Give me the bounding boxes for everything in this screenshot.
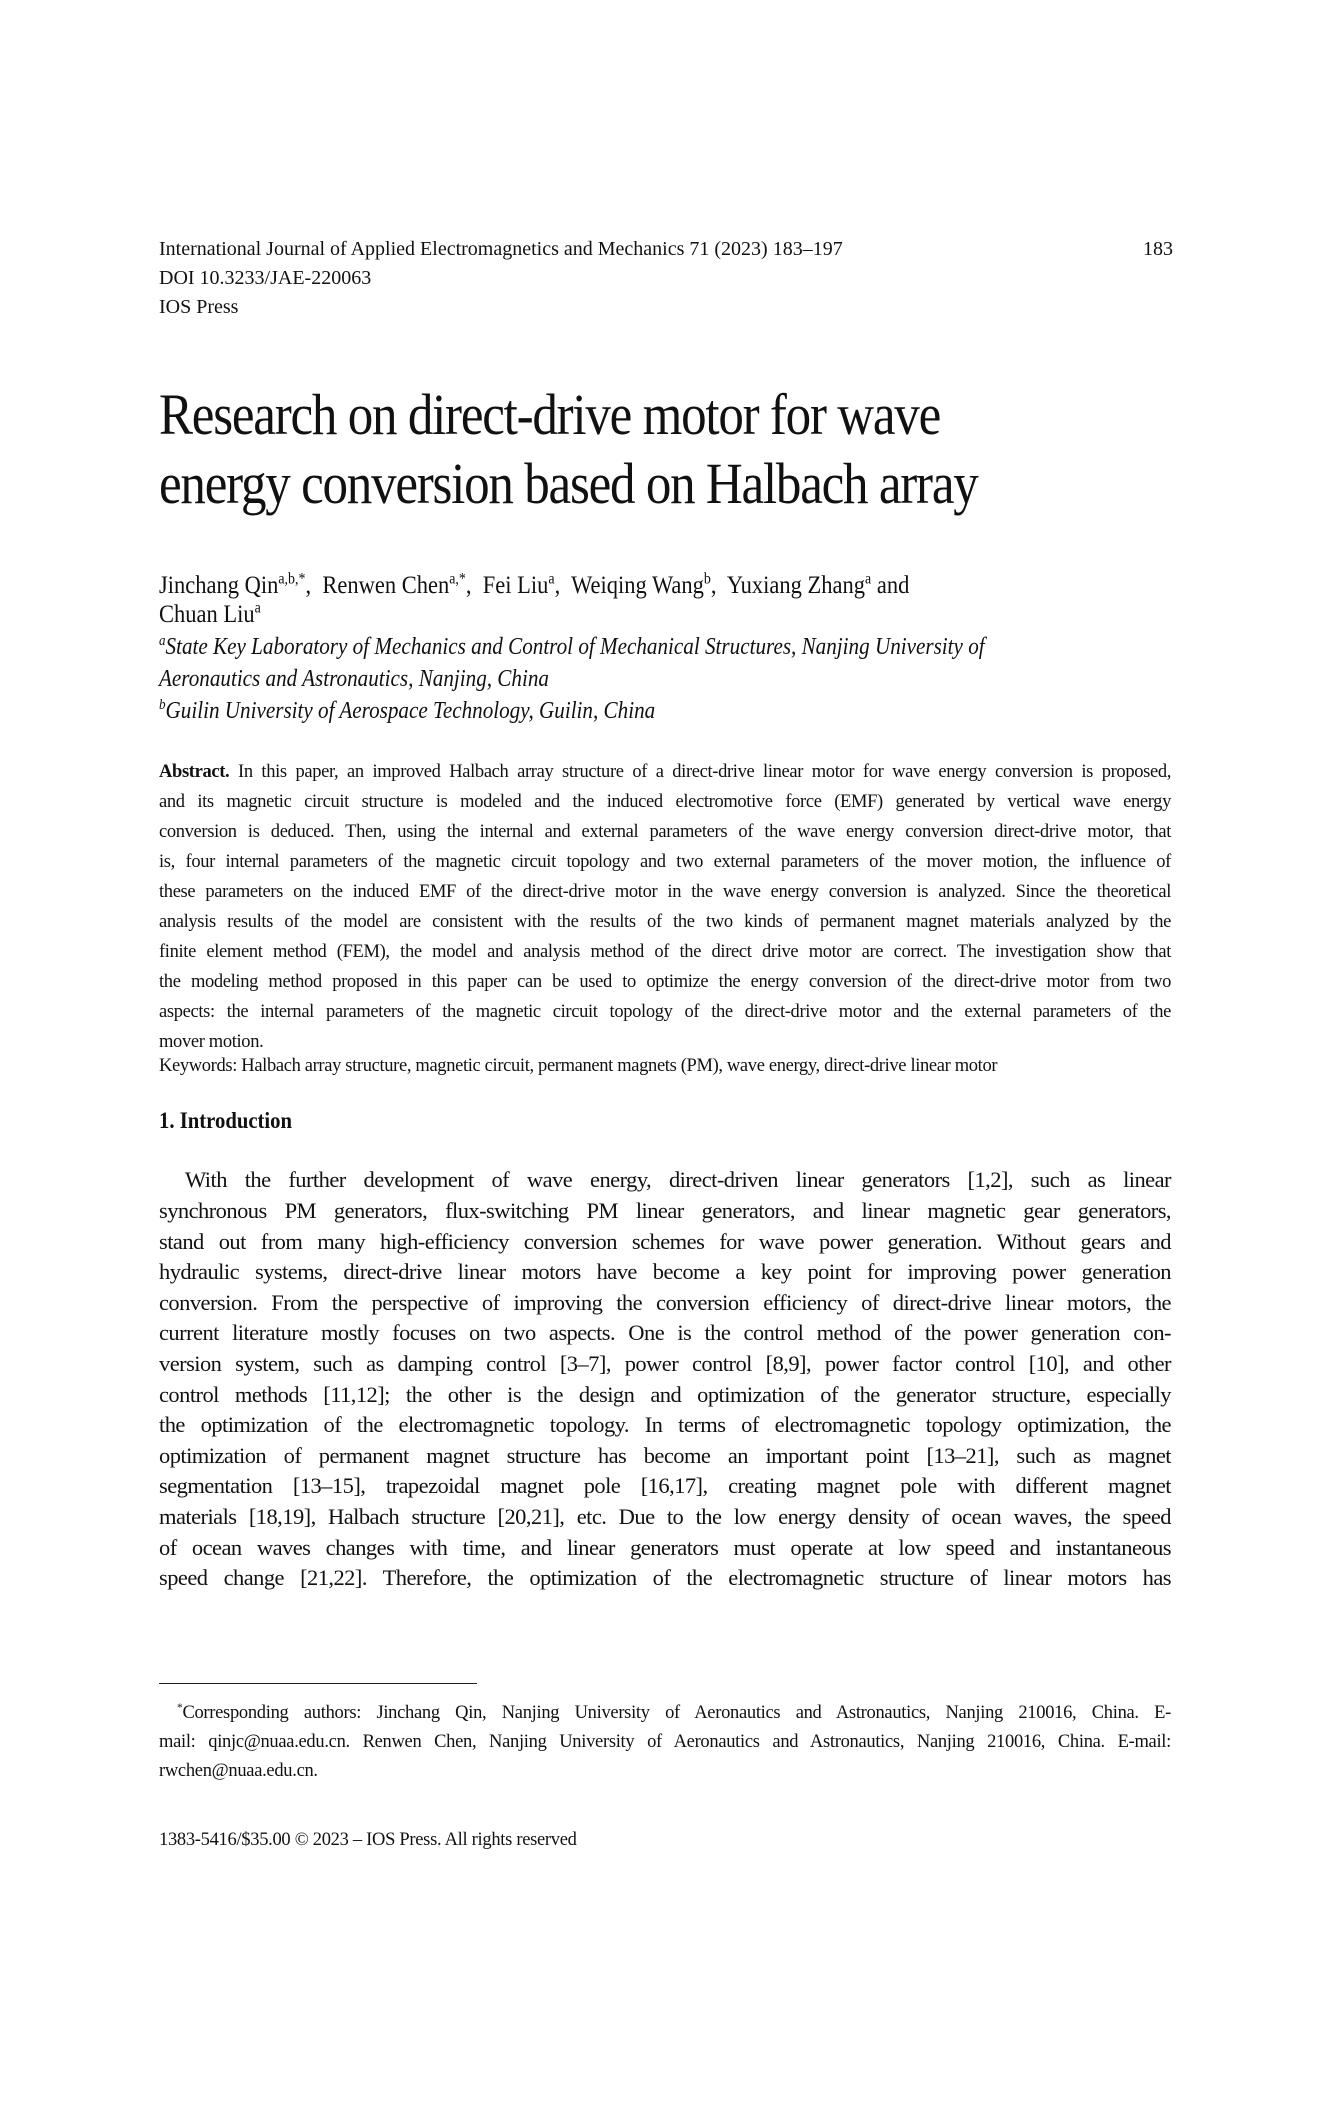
body-line: of ocean waves changes with time, and linear generators must operate at low speed and instantaneous bbox=[159, 1535, 1171, 1560]
separator: , bbox=[465, 572, 472, 599]
footnote-text: Corresponding authors: Jinchang Qin, Nanjing University of Aeronautics and Astronautics, Nanjing 210016, China. E- bbox=[182, 1703, 1171, 1723]
doi[interactable]: DOI 10.3233/JAE-220063 bbox=[159, 267, 372, 289]
abstract-line: the modeling method proposed in this paper can be used to optimize the energy conversion of the direct-drive motor from two bbox=[159, 972, 1171, 992]
abstract-line: these parameters on the induced EMF of the direct-drive motor in the wave energy conversion is analyzed. Since the theoretical bbox=[159, 882, 1171, 902]
author-affiliation-mark: a,b,* bbox=[278, 570, 306, 588]
abstract-line: mover motion. bbox=[159, 1032, 264, 1052]
abstract-text: In this paper, an improved Halbach array structure of a direct-drive linear motor for wave energy conversion is proposed, bbox=[238, 762, 1171, 782]
author-affiliation-mark: a bbox=[548, 570, 555, 588]
affiliation-a bbox=[159, 634, 985, 661]
separator: , bbox=[710, 572, 717, 599]
author-affiliation-mark: a bbox=[865, 570, 872, 588]
author-name: Yuxiang Zhang bbox=[726, 572, 866, 599]
section-heading: 1. Introduction bbox=[159, 1108, 293, 1133]
abstract-line: aspects: the internal parameters of the magnetic circuit topology of the direct-drive motor and the external parameters of the bbox=[159, 1002, 1171, 1022]
publisher: IOS Press bbox=[159, 296, 239, 318]
footnote-line: rwchen@nuaa.edu.cn. bbox=[159, 1761, 318, 1781]
author-name: Weiqing Wang bbox=[571, 572, 704, 599]
journal-citation: International Journal of Applied Electromagnetics and Mechanics 71 (2023) 183–197 bbox=[159, 238, 843, 260]
body-line: With the further development of wave energy, direct-driven linear generators [1,2], such as linear bbox=[185, 1167, 1171, 1192]
abstract-line: analysis results of the model are consistent with the results of the two kinds of permanent magnet materials analyzed by the bbox=[159, 912, 1171, 932]
author-list-continued bbox=[159, 601, 261, 629]
abstract-line bbox=[159, 757, 1171, 787]
abstract-line: is, four internal parameters of the magnetic circuit topology and two external parameters of the mover motion, the influence of bbox=[159, 852, 1171, 872]
affiliation-b bbox=[159, 698, 655, 725]
abstract-line: and its magnetic circuit structure is modeled and the induced electromotive force (EMF) generated by vertical wave energy bbox=[159, 792, 1171, 812]
body-line: stand out from many high-efficiency conversion schemes for wave power generation. Without gears and bbox=[159, 1229, 1171, 1254]
author-name: Fei Liu bbox=[482, 572, 549, 599]
body-line: hydraulic systems, direct-drive linear motors have become a key point for improving power generation bbox=[159, 1259, 1171, 1284]
author-affiliation-mark: b bbox=[703, 570, 711, 588]
author-list bbox=[159, 572, 909, 600]
abstract-label: Abstract. bbox=[159, 762, 230, 782]
body-line: conversion. From the perspective of improving the conversion efficiency of direct-drive linear motors, the bbox=[159, 1290, 1171, 1315]
paper-title-line-2: energy conversion based on Halbach array bbox=[159, 451, 978, 516]
author-name: Jinchang Qin bbox=[159, 572, 279, 599]
page-number: 183 bbox=[1143, 238, 1173, 260]
footnote-mark: * bbox=[177, 1701, 183, 1714]
keywords: Keywords: Halbach array structure, magnetic circuit, permanent magnets (PM), wave energy, direct-drive linear motor bbox=[159, 1056, 998, 1076]
affiliation-mark: a bbox=[159, 633, 166, 649]
affiliation-a-continued: Aeronautics and Astronautics, Nanjing, China bbox=[159, 666, 549, 692]
separator: , bbox=[554, 572, 561, 599]
body-line: speed change [21,22]. Therefore, the optimization of the electromagnetic structure of linear motors has bbox=[159, 1565, 1171, 1590]
author-affiliation-mark: a,* bbox=[449, 570, 466, 588]
paper-title-line-1: Research on direct-drive motor for wave bbox=[159, 382, 941, 447]
body-line: synchronous PM generators, flux-switching PM linear generators, and linear magnetic gear generators, bbox=[159, 1198, 1171, 1223]
affiliation-text: State Key Laboratory of Mechanics and Control of Mechanical Structures, Nanjing University of bbox=[165, 634, 985, 660]
body-line: current literature mostly focuses on two aspects. One is the control method of the power generation con- bbox=[159, 1320, 1171, 1345]
body-line: materials [18,19], Halbach structure [20,21], etc. Due to the low energy density of ocean waves, the speed bbox=[159, 1504, 1171, 1529]
abstract-line: finite element method (FEM), the model and analysis method of the direct drive motor are correct. The investigation show that bbox=[159, 942, 1171, 962]
body-line: control methods [11,12]; the other is the design and optimization of the generator structure, especially bbox=[159, 1382, 1171, 1407]
conjunction: and bbox=[876, 572, 910, 599]
footnote-rule bbox=[159, 1683, 477, 1684]
author-name: Chuan Liu bbox=[159, 601, 255, 628]
body-line: segmentation [13–15], trapezoidal magnet pole [16,17], creating magnet pole with different magnet bbox=[159, 1473, 1171, 1498]
body-line: version system, such as damping control [3–7], power control [8,9], power factor control [10], and other bbox=[159, 1351, 1171, 1376]
copyright-notice: 1383-5416/$35.00 © 2023 – IOS Press. All rights reserved bbox=[159, 1830, 577, 1850]
body-line: optimization of permanent magnet structure has become an important point [13–21], such as magnet bbox=[159, 1443, 1171, 1468]
separator: , bbox=[305, 572, 312, 599]
author-affiliation-mark: a bbox=[254, 599, 261, 617]
footnote-line bbox=[177, 1703, 1171, 1724]
body-line: the optimization of the electromagnetic topology. In terms of electromagnetic topology optimization, the bbox=[159, 1412, 1171, 1437]
footnote-line: mail: qinjc@nuaa.edu.cn. Renwen Chen, Nanjing University of Aeronautics and Astronautics, Nanjing 210016, China. E-mail: bbox=[159, 1732, 1171, 1752]
abstract-line: conversion is deduced. Then, using the internal and external parameters of the wave energy conversion direct-drive motor, that bbox=[159, 822, 1171, 842]
affiliation-text: Guilin University of Aerospace Technology, Guilin, China bbox=[165, 698, 656, 724]
affiliation-mark: b bbox=[159, 697, 166, 713]
author-name: Renwen Chen bbox=[322, 572, 450, 599]
